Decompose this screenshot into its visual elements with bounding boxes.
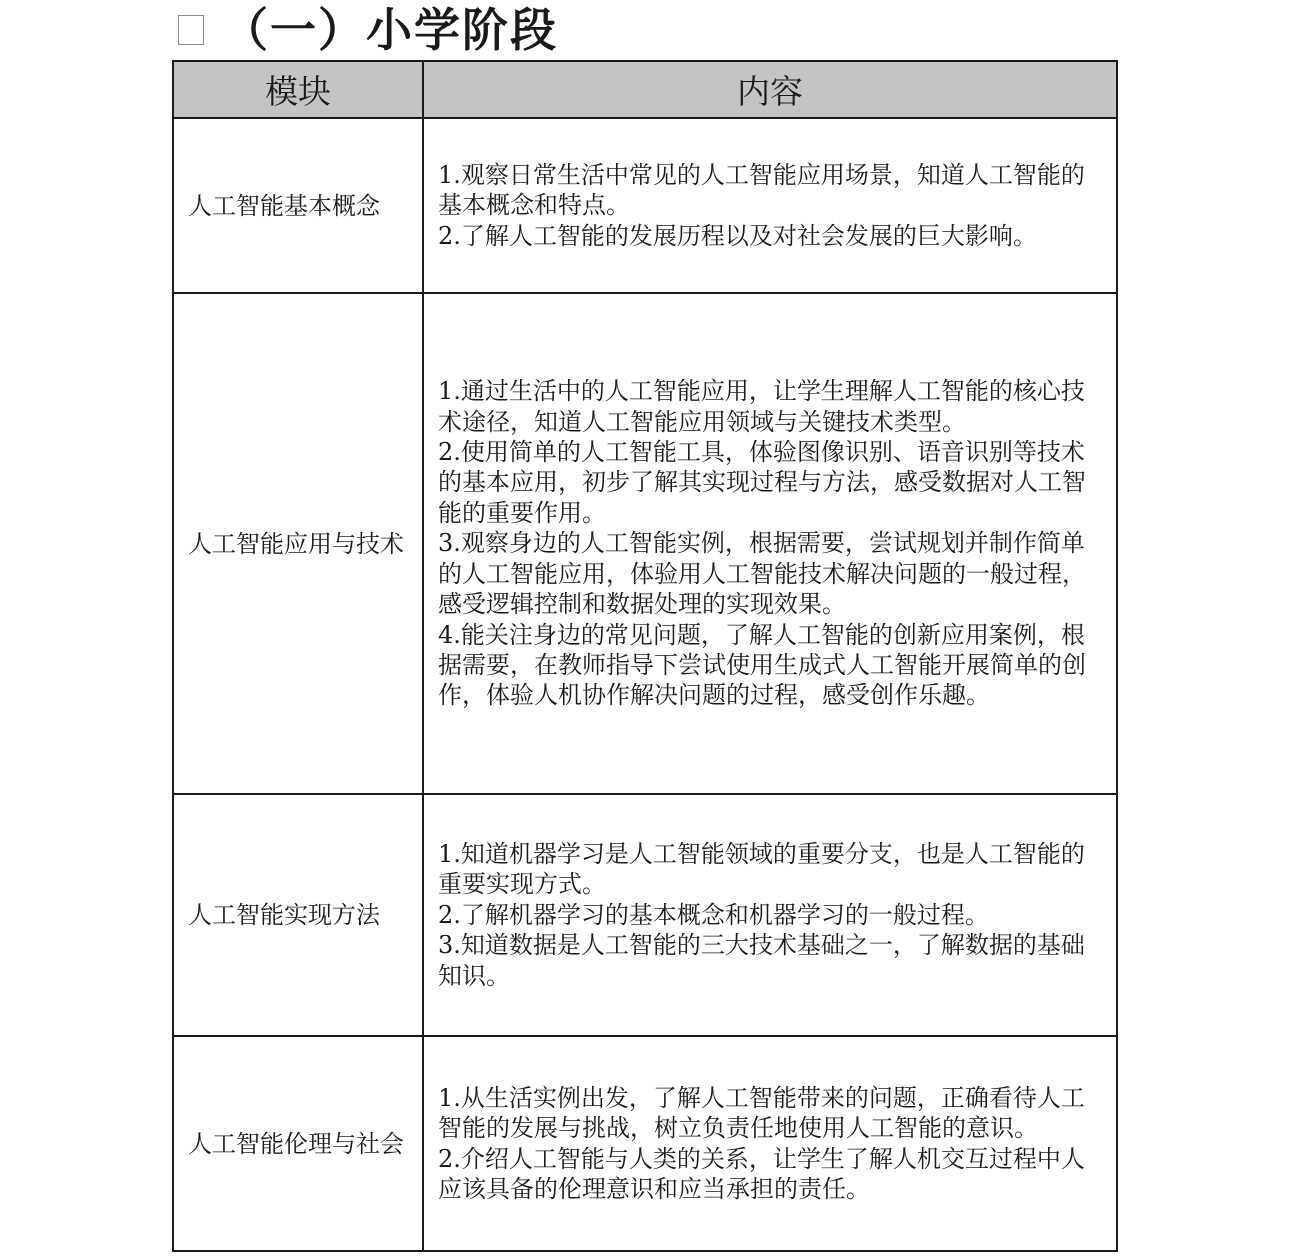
content-cell <box>423 794 1117 1036</box>
module-cell: 人工智能实现方法 <box>173 794 423 1036</box>
section-title: （一）小学阶段 <box>222 3 558 57</box>
content-item: 1.知道机器学习是人工智能领域的重要分支，也是人工智能的重要实现方式。 <box>438 839 1085 899</box>
content-item: 1.通过生活中的人工智能应用，让学生理解人工智能的核心技术途径，知道人工智能应用领域与关键技术类型。 <box>438 377 1085 436</box>
header-module: 模块 <box>173 61 423 118</box>
table-row <box>173 293 1117 794</box>
content-item: 4.能关注身边的常见问题，了解人工智能的创新应用案例，根据需要，在教师指导下尝试使用生成式人工智能开展简单的创作，体验人机协作解决问题的过程，感受创作乐趣。 <box>438 620 1086 710</box>
table-row <box>173 794 1117 1036</box>
content-item: 3.观察身边的人工智能实例，根据需要，尝试规划并制作简单的人工智能应用，体验用人工智能技术解决问题的一般过程，感受逻辑控制和数据处理的实现效果。 <box>438 529 1086 619</box>
content-item: 3.知道数据是人工智能的三大技术基础之一，了解数据的基础知识。 <box>438 931 1085 990</box>
content-cell <box>423 118 1117 293</box>
curriculum-table <box>172 60 1118 1252</box>
table-header-row <box>173 61 1117 118</box>
section-heading <box>178 0 558 60</box>
table-row <box>173 1036 1117 1251</box>
module-cell: 人工智能应用与技术 <box>173 293 423 794</box>
content-item: 2.使用简单的人工智能工具，体验图像识别、语音识别等技术的基本应用，初步了解其实现过程与方法，感受数据对人工智能的重要作用。 <box>438 438 1086 527</box>
content-item: 1.从生活实例出发，了解人工智能带来的问题，正确看待人工智能的发展与挑战，树立负责任地使用人工智能的意识。 <box>438 1083 1085 1143</box>
module-cell: 人工智能伦理与社会 <box>173 1036 423 1251</box>
content-item: 1.观察日常生活中常见的人工智能应用场景，知道人工智能的基本概念和特点。 <box>438 160 1085 220</box>
module-cell: 人工智能基本概念 <box>173 118 423 293</box>
content-item: 2.了解人工智能的发展历程以及对社会发展的巨大影响。 <box>438 221 1037 250</box>
content-cell <box>423 1036 1117 1251</box>
content-cell <box>423 293 1117 794</box>
content-item: 2.介绍人工智能与人类的关系，让学生了解人机交互过程中人应该具备的伦理意识和应当承担的责任。 <box>438 1144 1085 1203</box>
header-content: 内容 <box>423 61 1117 118</box>
checkbox-placeholder-icon <box>178 15 204 45</box>
table-row <box>173 118 1117 293</box>
content-item: 2.了解机器学习的基本概念和机器学习的一般过程。 <box>438 900 989 929</box>
